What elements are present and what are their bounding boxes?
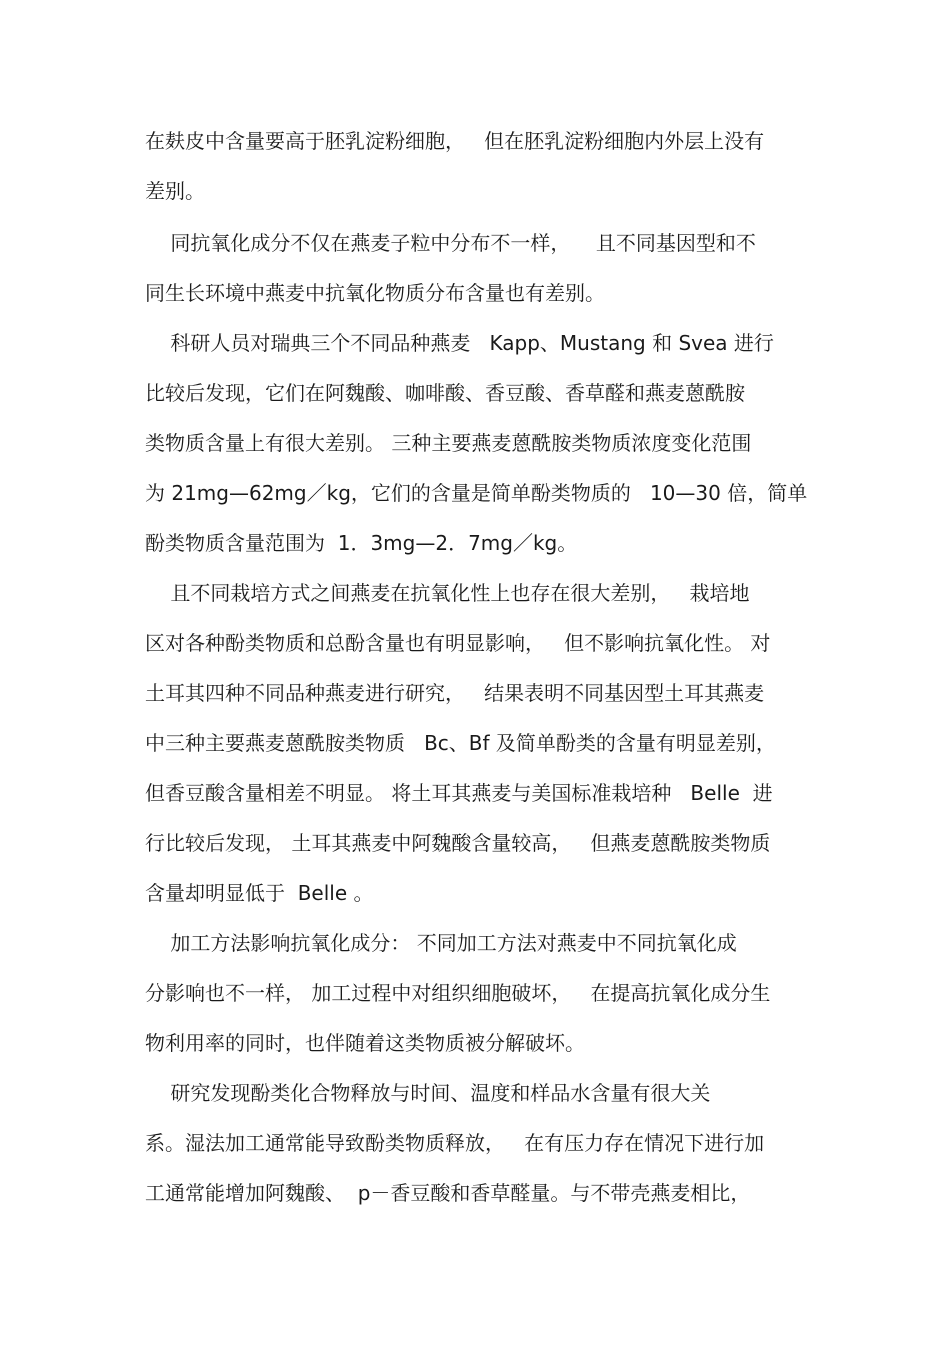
text-line: 比较后发现，它们在阿魏酸、咖啡酸、香豆酸、香草醛和燕麦蒽酰胺 — [145, 381, 745, 405]
text-line: 区对各种酚类物质和总酚含量也有明显影响， 但不影响抗氧化性。 对 — [145, 631, 771, 655]
text-line: 分影响也不一样， 加工过程中对组织细胞破坏， 在提高抗氧化成分生 — [145, 981, 771, 1005]
text-line: 科研人员对瑞典三个不同品种燕麦 Kapp、Mustang 和 Svea 进行 — [145, 331, 774, 355]
text-line: 在麸皮中含量要高于胚乳淀粉细胞， 但在胚乳淀粉细胞内外层上没有 — [145, 129, 765, 153]
text-line: 同生长环境中燕麦中抗氧化物质分布含量也有差别。 — [145, 281, 605, 305]
text-line: 中三种主要燕麦蒽酰胺类物质 Bc、Bf 及简单酚类的含量有明显差别， — [145, 731, 776, 755]
text-line: 含量却明显低于 Belle 。 — [145, 881, 374, 905]
text-line: 土耳其四种不同品种燕麦进行研究， 结果表明不同基因型土耳其燕麦 — [145, 681, 765, 705]
text-line: 行比较后发现， 土耳其燕麦中阿魏酸含量较高， 但燕麦蒽酰胺类物质 — [145, 831, 771, 855]
text-line: 系。湿法加工通常能导致酚类物质释放， 在有压力存在情况下进行加 — [145, 1131, 765, 1155]
text-line: 且不同栽培方式之间燕麦在抗氧化性上也存在很大差别， 栽培地 — [145, 581, 750, 605]
text-line: 加工方法影响抗氧化成分： 不同加工方法对燕麦中不同抗氧化成 — [145, 931, 737, 955]
text-line: 研究发现酚类化合物释放与时间、温度和样品水含量有很大关 — [145, 1081, 711, 1105]
text-line: 但香豆酸含量相差不明显。 将土耳其燕麦与美国标准栽培种 Belle 进 — [145, 781, 773, 805]
text-line: 同抗氧化成分不仅在燕麦子粒中分布不一样， 且不同基因型和不 — [145, 231, 756, 255]
text-line: 差别。 — [145, 179, 205, 203]
text-line: 酚类物质含量范围为 1．3mg—2．7mg／kg。 — [145, 531, 578, 555]
text-line: 为 21mg—62mg／kg，它们的含量是简单酚类物质的 10—30 倍，简单 — [145, 481, 808, 505]
text-line: 工通常能增加阿魏酸、 p－香豆酸和香草醛量。与不带壳燕麦相比， — [145, 1181, 751, 1205]
text-line: 物利用率的同时，也伴随着这类物质被分解破坏。 — [145, 1031, 585, 1055]
text-line: 类物质含量上有很大差别。 三种主要燕麦蒽酰胺类物质浓度变化范围 — [145, 431, 752, 455]
